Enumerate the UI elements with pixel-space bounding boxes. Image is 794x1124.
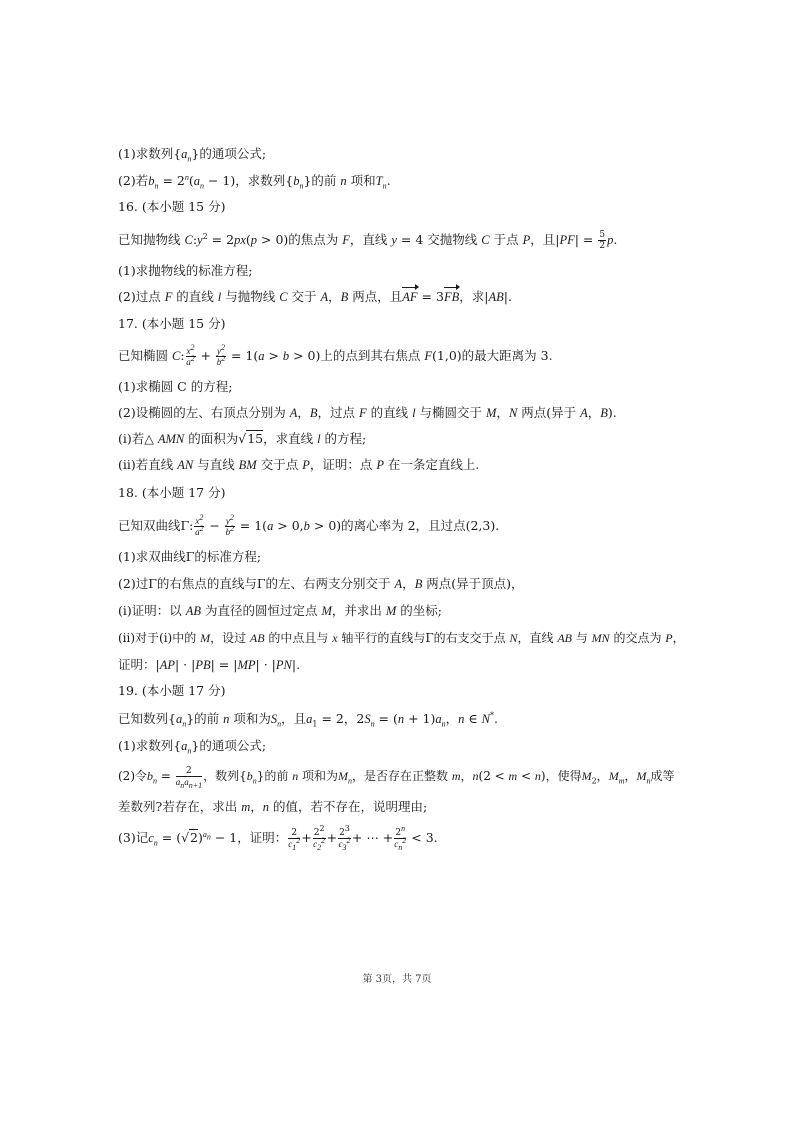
question-19-part-1: (1)求数列$\{a_n\}$的通项公式; — [118, 738, 267, 756]
question-19-part-3: (3)记$c_n = (√2)^{a_n} - 1$，证明： $\frac{2}{c_1^2}$ + $\frac{2^2}{c_2^2}$ + $\frac{2^3}{c_3^2}$ + ⋯ + $\frac{2^n}{c_n^2}$ < 3. — [118, 824, 438, 852]
page-footer: 第 3页，共 7页 — [362, 974, 432, 985]
question-18-part-2: (2)过Γ的右焦点的直线与Γ的左、右两支分别交于 A，B 两点(异于顶点)， — [118, 576, 524, 591]
question-19-stem: 已知数列$\{a_n\}$的前 n 项和为$S_n$，且$a_1 = 2$，$2S_n = (n + 1)a_n$，n ∈ N*. — [118, 710, 498, 729]
question-18-part-2-i: (ⅰ)证明：以 AB 为直径的圆恒过定点 M，并求出 M 的坐标; — [118, 603, 442, 618]
question-17-part-2-ii: (ⅱ)若直线 AN 与直线 BM 交于点 P，证明：点 P 在一条定直线上. — [118, 457, 480, 472]
part-2-question: (2)若$b_n = 2^n(a_n - 1)$，求数列$\{b_n\}$的前 n 项和$T_n$. — [118, 172, 391, 191]
question-17-stem: 已知椭圆 C: $\frac{x^2}{a^2}$ + $\frac{y^2}{b^2}$ = 1(a > b > 0)上的点到其右焦点 F(1,0)的最大距离为 3. — [118, 343, 553, 367]
question-18-part-2-ii: (ⅱ)对于(ⅰ)中的 M，设过 AB 的中点且与 x 轴平行的直线与Γ的右支交于点 N，直线 AB 与 MN 的交点为 P， — [118, 631, 685, 645]
question-19-part-2-cont: 差数列?若存在，求出 m，n 的值，若不存在，说明理由; — [118, 799, 428, 814]
question-18-header: 18. (本小题 17 分) — [118, 485, 226, 500]
question-18-part-1: (1)求双曲线Γ的标准方程; — [118, 549, 262, 564]
question-17-part-1: (1)求椭圆 C 的方程; — [118, 379, 233, 394]
question-17-part-2-i: (ⅰ)若△ AMN 的面积为√15，求直线 l 的方程; — [118, 431, 367, 446]
question-19-header: 19. (本小题 17 分) — [118, 683, 226, 698]
question-19-part-2: (2)令$b_n$ = $\frac{2}{a_na_{n+1}}$ ，数列$\{b_n\}$的前 n 项和为$M_n$，是否存在正整数 m，n(2 < m < n)，使得$M_2$，$M_m$，$M_n$成等 — [118, 766, 675, 790]
question-17-header: 17. (本小题 15 分) — [118, 316, 226, 331]
question-18-part-2-ii-cont: 证明：|AP| · |PB| = |MP| · |PN|. — [118, 657, 301, 672]
question-17-part-2: (2)设椭圆的左、右顶点分别为 A，B，过点 F 的直线 l 与椭圆交于 M，N 两点(异于 A，B). — [118, 405, 617, 420]
question-16-part-2: (2)过点 F 的直线 l 与抛物线 C 交于 A，B 两点，且AF = 3FB，求|AB|. — [118, 289, 512, 304]
question-16-header: 16. (本小题 15 分) — [118, 199, 226, 214]
part-1-question: (1)求数列$\{a_n\}$的通项公式; — [118, 146, 267, 164]
question-18-stem: 已知双曲线Γ: $\frac{x^2}{a^2}$ − $\frac{y^2}{b^2}$ = 1(a > 0,b > 0)的离心率为 2，且过点(2,3). — [118, 513, 500, 537]
question-16-stem: 已知抛物线 $C:y^2 = 2px(p > 0)$的焦点为 F，直线 y = 4 交抛物线 C 于点 P，且|PF| = $\frac{5}{2}$ p. — [118, 230, 618, 251]
question-16-part-1: (1)求抛物线的标准方程; — [118, 263, 253, 278]
